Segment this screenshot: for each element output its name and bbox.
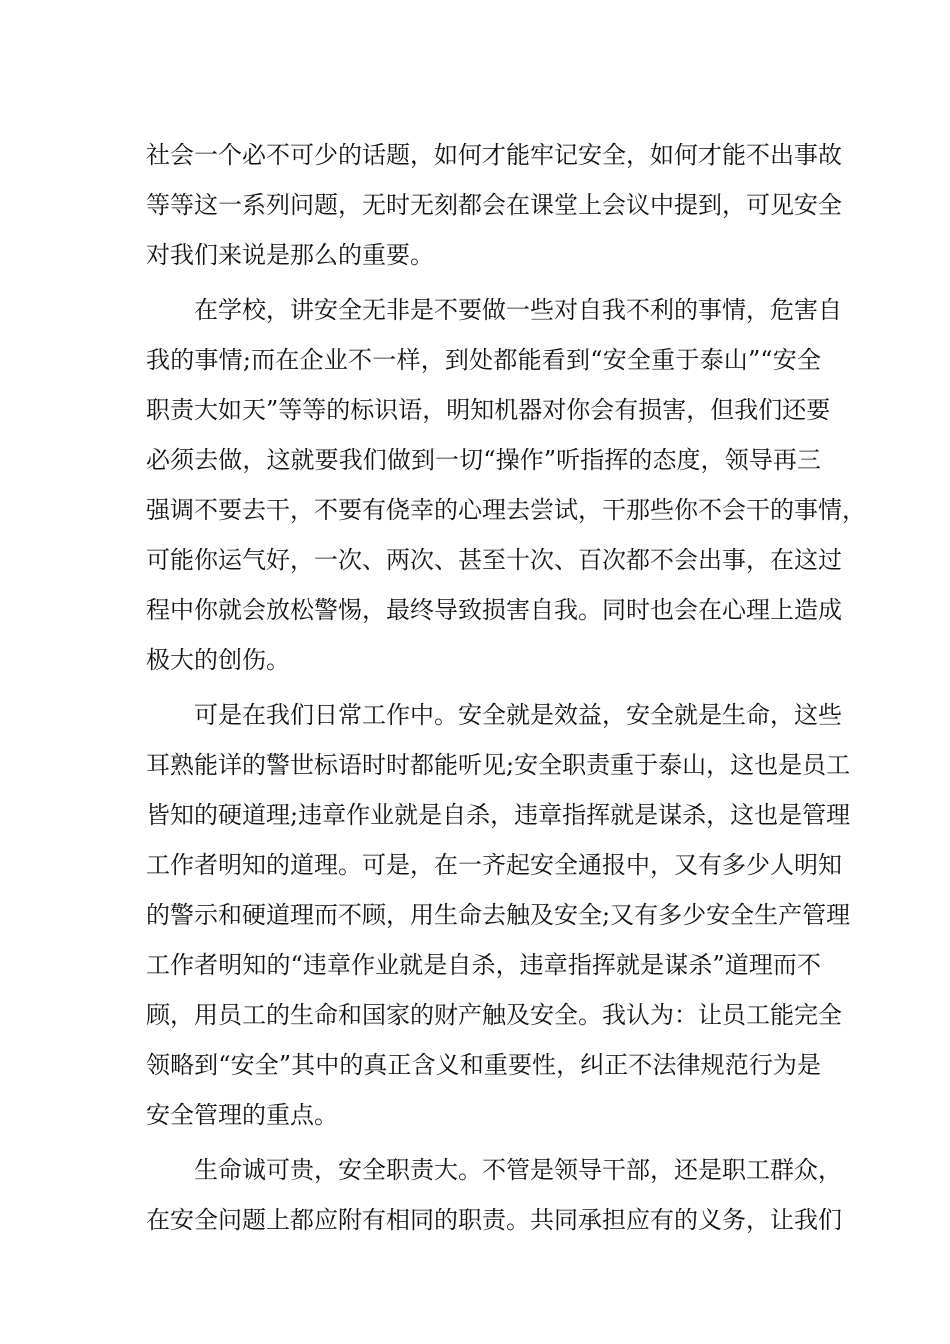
paragraph-3: [146, 690, 851, 1140]
paragraph-2: [146, 285, 866, 685]
text-line: 程中你就会放松警惕，最终导致损害自我。同时也会在心理上造成: [146, 596, 842, 624]
text-line: 等等这一系列问题，无时无刻都会在课堂上会议中提到，可见安全: [146, 191, 842, 219]
text-line: 领略到“安全”其中的真正含义和重要性，纠正不法律规范行为是: [146, 1051, 821, 1079]
paragraph-1: [146, 130, 842, 280]
text-line: 在安全问题上都应附有相同的职责。共同承担应有的义务，让我们: [146, 1206, 842, 1234]
text-line: 的警示和硬道理而不顾，用生命去触及安全;又有多少安全生产管理: [146, 901, 851, 929]
text-line: 必须去做，这就要我们做到一切“操作”听指挥的态度，领导再三: [146, 446, 821, 474]
text-line: 安全管理的重点。: [146, 1101, 338, 1129]
text-line: 可是在我们日常工作中。安全就是效益，安全就是生命，这些: [194, 701, 842, 729]
text-line: 我的事情;而在企业不一样，到处都能看到“安全重于泰山”“安全: [146, 346, 821, 374]
text-line: 对我们来说是那么的重要。: [146, 241, 434, 269]
text-line: 职责大如天”等等的标识语，明知机器对你会有损害，但我们还要: [146, 396, 831, 424]
text-line: 可能你运气好，一次、两次、甚至十次、百次都不会出事，在这过: [146, 546, 842, 574]
text-line: 皆知的硬道理;违章作业就是自杀，违章指挥就是谋杀，这也是管理: [146, 801, 851, 829]
document-body: [146, 130, 866, 1250]
text-line: 工作者明知的“违章作业就是自杀，违章指挥就是谋杀”道理而不: [146, 951, 821, 979]
text-line: 耳熟能详的警世标语时时都能听见;安全职责重于泰山，这也是员工: [146, 751, 851, 779]
text-line: 工作者明知的道理。可是，在一齐起安全通报中，又有多少人明知: [146, 851, 842, 879]
text-line: 社会一个必不可少的话题，如何才能牢记安全，如何才能不出事故: [146, 141, 842, 169]
text-line: 极大的创伤。: [146, 646, 290, 674]
text-line: 顾，用员工的生命和国家的财产触及安全。我认为：让员工能完全: [146, 1001, 842, 1029]
text-line: 在学校，讲安全无非是不要做一些对自我不利的事情，危害自: [194, 296, 842, 324]
text-line: 生命诚可贵，安全职责大。不管是领导干部，还是职工群众，: [194, 1156, 842, 1184]
paragraph-4: [146, 1145, 842, 1245]
text-line: 强调不要去干，不要有侥幸的心理去尝试，干那些你不会干的事情，: [146, 496, 866, 524]
